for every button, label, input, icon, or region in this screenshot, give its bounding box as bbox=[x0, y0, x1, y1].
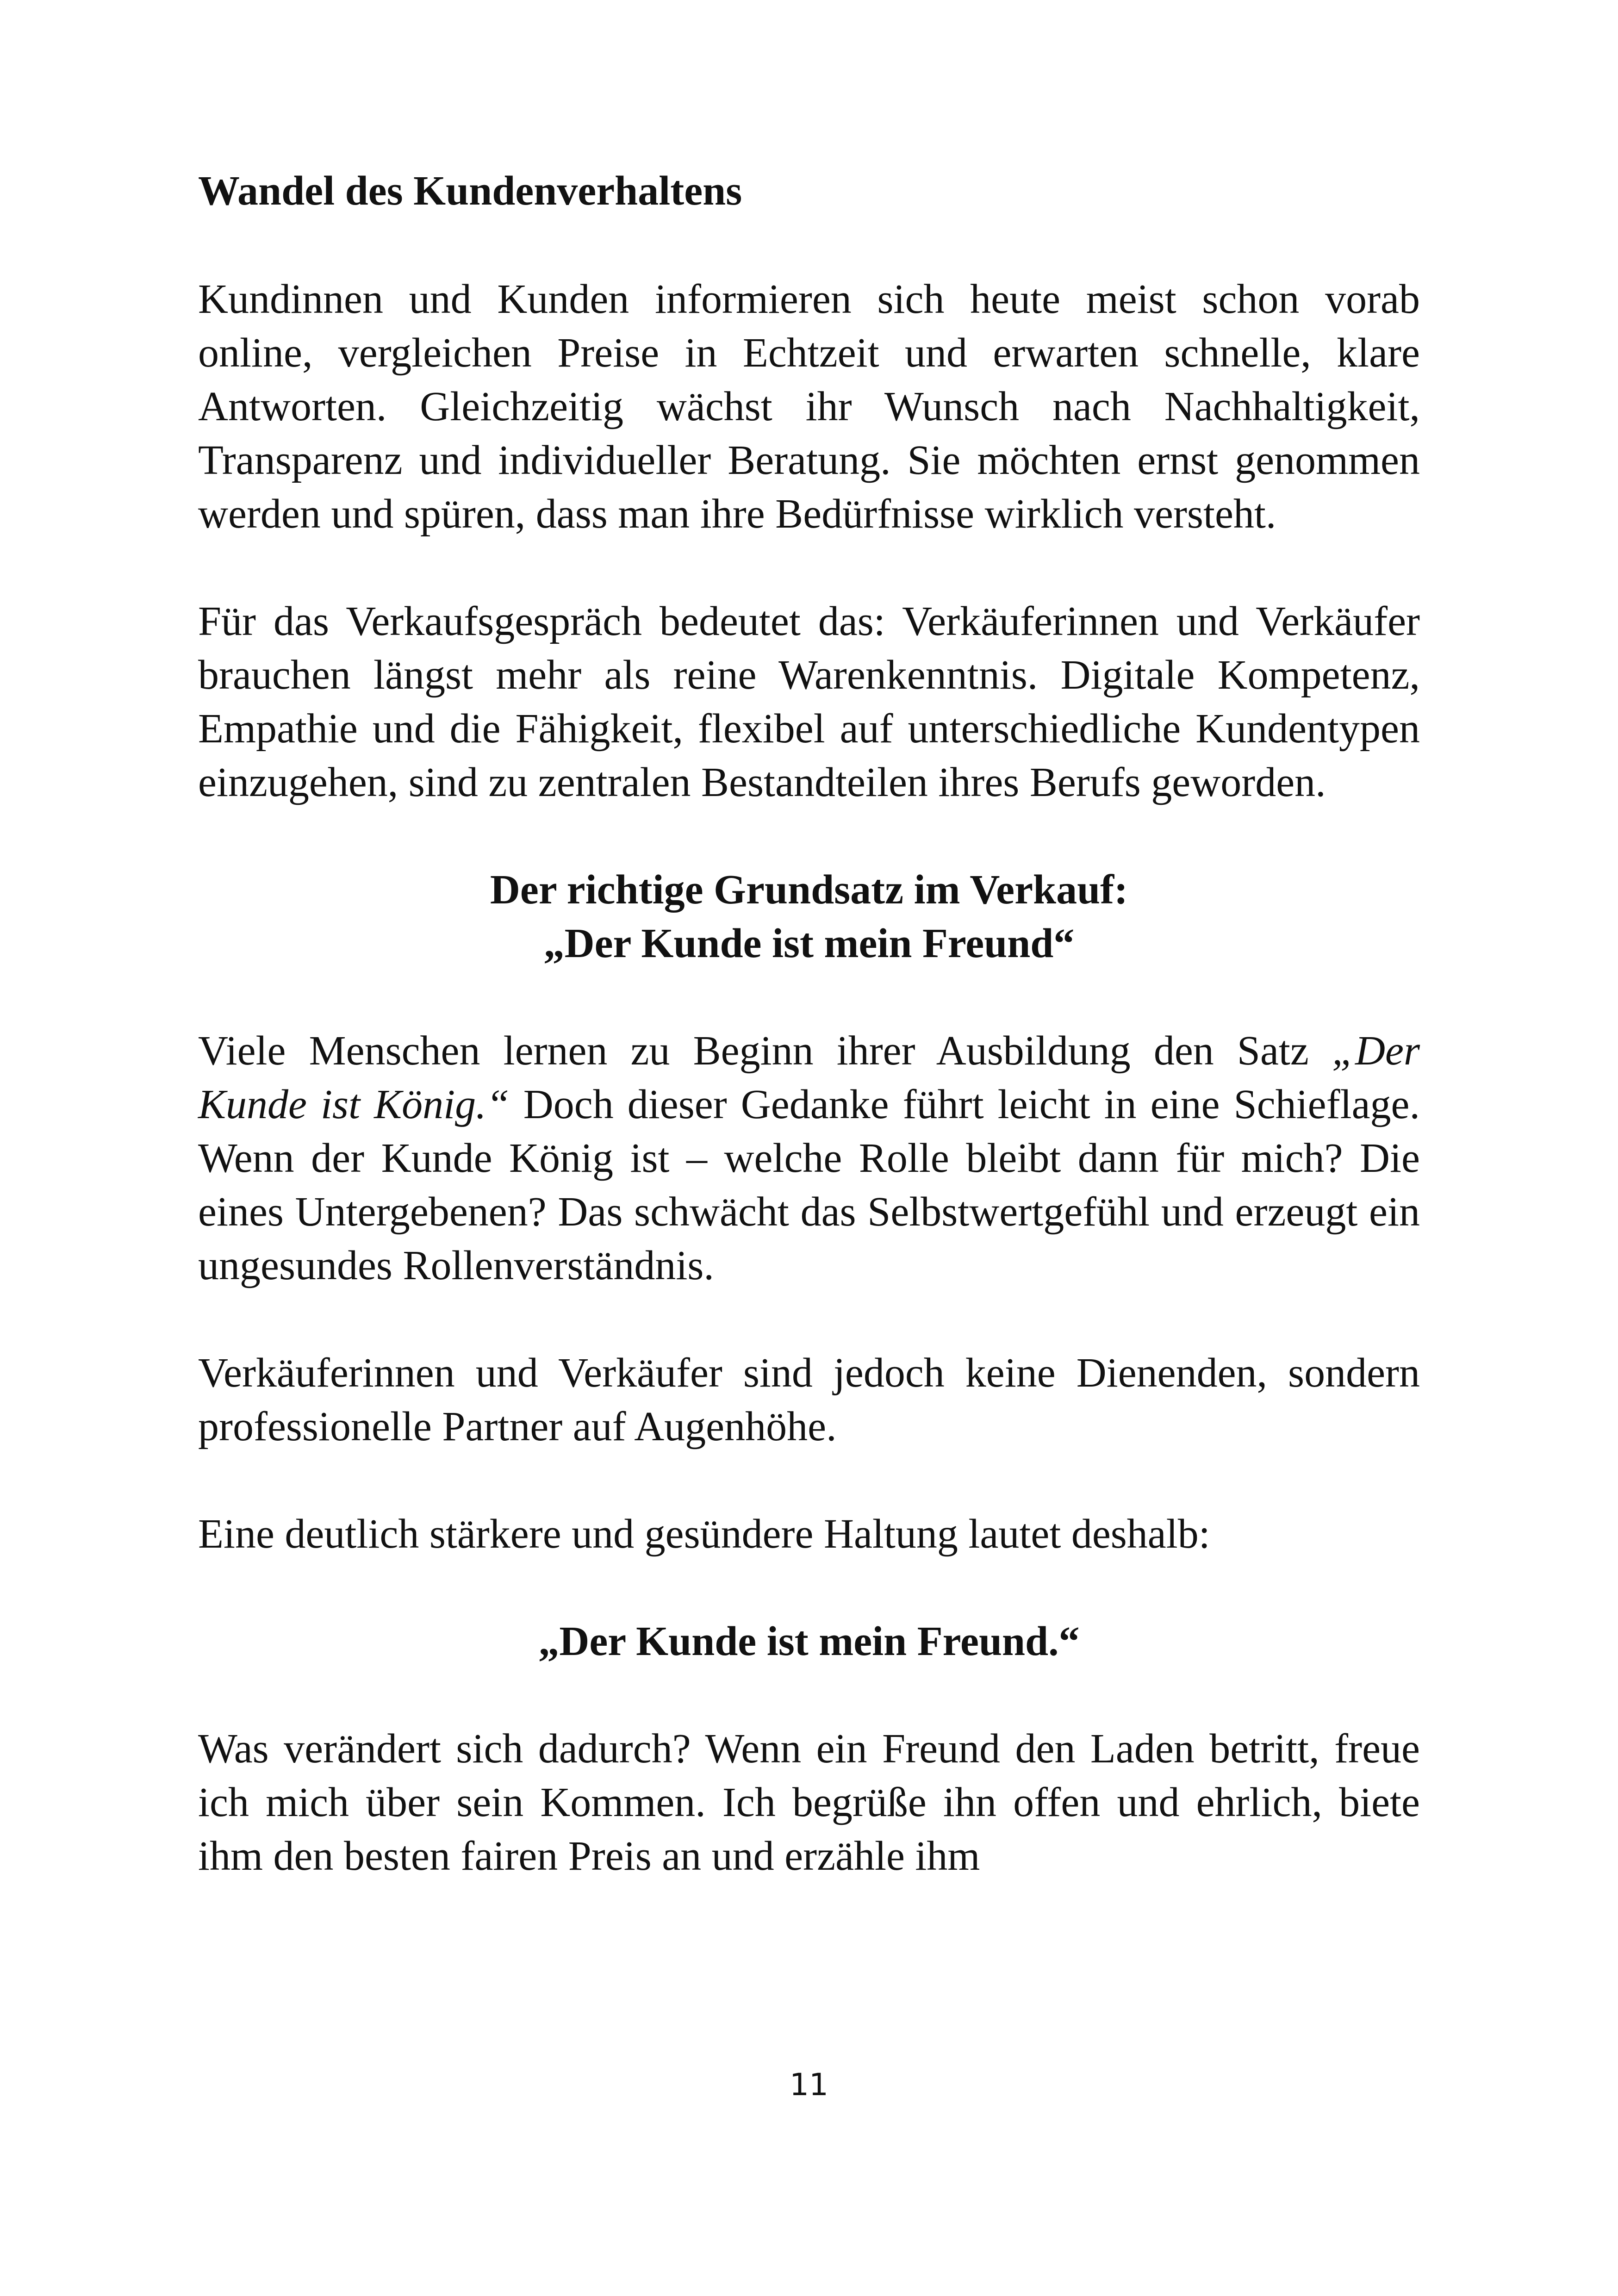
paragraph-king-text-before: Viele Menschen lernen zu Beginn ihrer Ausbildung den Satz bbox=[198, 1028, 1332, 1074]
paragraph-friend-effect: Was verändert sich dadurch? Wenn ein Freund den Laden betritt, freue ich mich über sein Kommen. Ich begrüße ihn offen und ehrlich, biete ihm den besten fairen Preis an und erzähle ihm bbox=[198, 1726, 1420, 1879]
subheading-line-2: „Der Kunde ist mein Freund“ bbox=[543, 921, 1075, 966]
page-content bbox=[198, 164, 1420, 1883]
king-quote: „Der Kunde ist König.“ bbox=[198, 1028, 1420, 1127]
paragraph-king-text-after: Doch dieser Gedanke führt leicht in eine Schieflage. Wenn der Kunde König ist – welche Rolle bleibt dann für mich? Die eines Untergebenen? Das schwächt das Selbstwertgefühl und erzeugt ein ungesundes Rollenverständnis. bbox=[198, 1082, 1420, 1288]
motto-friend: „Der Kunde ist mein Freund.“ bbox=[538, 1618, 1080, 1664]
paragraph-king-concept bbox=[198, 1024, 1420, 1293]
paragraph-customer-behavior: Kundinnen und Kunden informieren sich heute meist schon vorab online, vergleichen Preise in Echtzeit und erwarten schnelle, klare Antworten. Gleichzeitig wächst ihr Wunsch nach Nachhaltigkeit, Transparenz und individueller Beratung. Sie möchten ernst genommen werden und spüren, dass man ihre Bedürfnisse wirklich versteht. bbox=[198, 276, 1420, 537]
paragraph-partners: Verkäuferinnen und Verkäufer sind jedoch keine Dienenden, sondern professionelle Partner auf Augenhöhe. bbox=[198, 1350, 1420, 1450]
paragraph-sales-conversation: Für das Verkaufsgespräch bedeutet das: Verkäuferinnen und Verkäufer brauchen längst mehr als reine Warenkenntnis. Digitale Kompetenz, Empathie und die Fähigkeit, flexibel auf unterschiedliche Kundentypen einzugehen, sind zu zentralen Bestandteilen ihres Berufs geworden. bbox=[198, 598, 1420, 805]
section-heading: Wandel des Kundenverhaltens bbox=[198, 168, 742, 214]
subheading-line-1: Der richtige Grundsatz im Verkauf: bbox=[490, 867, 1128, 913]
paragraph-attitude: Eine deutlich stärkere und gesündere Haltung lautet deshalb: bbox=[198, 1511, 1210, 1557]
page-number: 11 bbox=[790, 2067, 828, 2103]
